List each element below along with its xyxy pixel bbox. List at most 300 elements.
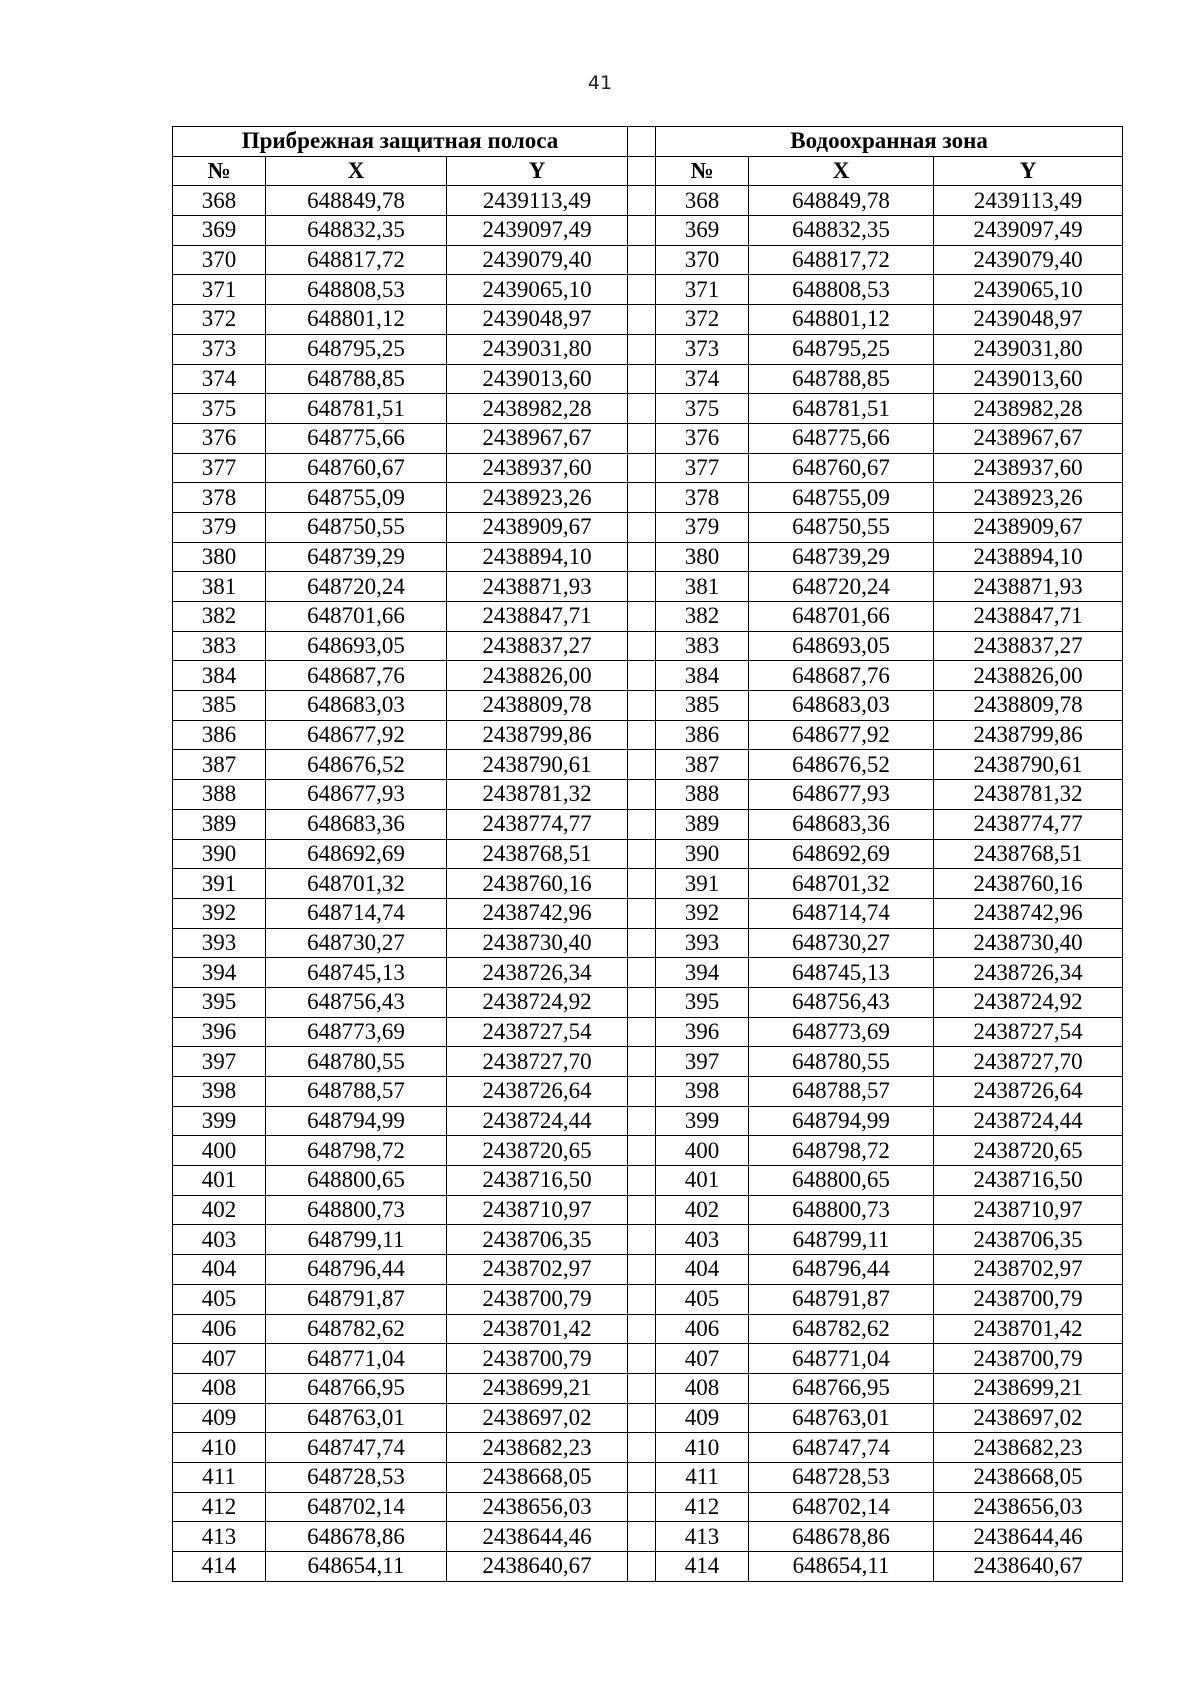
right-point-number: 404 [656, 1255, 749, 1285]
right-point-number: 374 [656, 364, 749, 394]
left-y-coordinate: 2438781,32 [447, 780, 628, 810]
left-x-coordinate: 648677,93 [266, 780, 447, 810]
left-point-number: 412 [173, 1492, 266, 1522]
left-point-number: 413 [173, 1522, 266, 1552]
right-y-coordinate: 2438909,67 [934, 512, 1123, 542]
right-x-coordinate: 648799,11 [749, 1225, 934, 1255]
left-y-coordinate: 2438790,61 [447, 750, 628, 780]
right-point-number: 411 [656, 1462, 749, 1492]
table-row [173, 1492, 1123, 1522]
left-point-number: 376 [173, 423, 266, 453]
left-point-number: 401 [173, 1166, 266, 1196]
right-y-coordinate: 2438702,97 [934, 1255, 1123, 1285]
left-point-number: 391 [173, 869, 266, 899]
table-row [173, 1462, 1123, 1492]
column-gap [628, 1462, 656, 1492]
left-x-coordinate: 648683,36 [266, 809, 447, 839]
left-x-coordinate: 648677,92 [266, 720, 447, 750]
right-x-coordinate: 648800,73 [749, 1195, 934, 1225]
right-x-coordinate: 648677,92 [749, 720, 934, 750]
right-y-coordinate: 2439097,49 [934, 216, 1123, 246]
table-row [173, 216, 1123, 246]
right-x-coordinate: 648763,01 [749, 1403, 934, 1433]
table-row [173, 898, 1123, 928]
table-row [173, 602, 1123, 632]
right-y-coordinate: 2438700,79 [934, 1344, 1123, 1374]
left-y-coordinate: 2438730,40 [447, 928, 628, 958]
column-gap [628, 156, 656, 186]
column-gap [628, 1492, 656, 1522]
left-y-coordinate: 2438727,54 [447, 1017, 628, 1047]
right-y-coordinate: 2438668,05 [934, 1462, 1123, 1492]
right-x-coordinate: 648800,65 [749, 1166, 934, 1196]
right-point-number: 413 [656, 1522, 749, 1552]
right-x-coordinate: 648795,25 [749, 334, 934, 364]
column-gap [628, 305, 656, 335]
right-x-coordinate: 648720,24 [749, 572, 934, 602]
table-row [173, 305, 1123, 335]
column-gap [628, 1195, 656, 1225]
left-y-coordinate: 2438967,67 [447, 423, 628, 453]
left-y-coordinate: 2439113,49 [447, 186, 628, 216]
left-x-coordinate: 648781,51 [266, 394, 447, 424]
right-x-coordinate: 648750,55 [749, 512, 934, 542]
right-point-number: 384 [656, 661, 749, 691]
right-y-coordinate: 2438937,60 [934, 453, 1123, 483]
right-point-number: 393 [656, 928, 749, 958]
left-y-coordinate: 2438826,00 [447, 661, 628, 691]
right-section-title: Водоохранная зона [656, 127, 1123, 157]
left-point-number: 407 [173, 1344, 266, 1374]
right-point-number: 400 [656, 1136, 749, 1166]
right-y-coordinate: 2438682,23 [934, 1433, 1123, 1463]
left-y-coordinate: 2438682,23 [447, 1433, 628, 1463]
right-point-number: 403 [656, 1225, 749, 1255]
right-point-number: 388 [656, 780, 749, 810]
table-row [173, 394, 1123, 424]
right-x-coordinate: 648702,14 [749, 1492, 934, 1522]
right-y-coordinate: 2439065,10 [934, 275, 1123, 305]
left-y-coordinate: 2438697,02 [447, 1403, 628, 1433]
right-x-coordinate: 648714,74 [749, 898, 934, 928]
table-row [173, 1433, 1123, 1463]
left-x-coordinate: 648654,11 [266, 1552, 447, 1582]
table-row [173, 750, 1123, 780]
left-point-number: 373 [173, 334, 266, 364]
left-y-coordinate: 2438894,10 [447, 542, 628, 572]
table-row [173, 1552, 1123, 1582]
right-point-number: 409 [656, 1403, 749, 1433]
right-y-coordinate: 2438720,65 [934, 1136, 1123, 1166]
table-row [173, 245, 1123, 275]
left-x-coordinate: 648796,44 [266, 1255, 447, 1285]
right-y-coordinate: 2438706,35 [934, 1225, 1123, 1255]
right-y-coordinate: 2438774,77 [934, 809, 1123, 839]
right-x-coordinate: 648832,35 [749, 216, 934, 246]
left-point-number: 380 [173, 542, 266, 572]
right-x-coordinate: 648794,99 [749, 1106, 934, 1136]
table-row [173, 483, 1123, 513]
left-y-coordinate: 2438699,21 [447, 1373, 628, 1403]
table-row [173, 1314, 1123, 1344]
column-gap [628, 1077, 656, 1107]
coordinates-table [172, 126, 1123, 1582]
right-y-coordinate: 2438716,50 [934, 1166, 1123, 1196]
table-row [173, 1522, 1123, 1552]
left-y-coordinate: 2438727,70 [447, 1047, 628, 1077]
left-x-coordinate: 648771,04 [266, 1344, 447, 1374]
right-header-x: X [749, 156, 934, 186]
left-y-coordinate: 2439065,10 [447, 275, 628, 305]
left-y-coordinate: 2439013,60 [447, 364, 628, 394]
left-y-coordinate: 2438837,27 [447, 631, 628, 661]
right-y-coordinate: 2438700,79 [934, 1284, 1123, 1314]
left-y-coordinate: 2438871,93 [447, 572, 628, 602]
column-gap [628, 898, 656, 928]
right-y-coordinate: 2438697,02 [934, 1403, 1123, 1433]
left-point-number: 395 [173, 987, 266, 1017]
left-x-coordinate: 648730,27 [266, 928, 447, 958]
right-y-coordinate: 2438710,97 [934, 1195, 1123, 1225]
table-row [173, 1225, 1123, 1255]
left-point-number: 378 [173, 483, 266, 513]
right-y-coordinate: 2438967,67 [934, 423, 1123, 453]
column-gap [628, 1314, 656, 1344]
left-y-coordinate: 2438982,28 [447, 394, 628, 424]
table-row [173, 1373, 1123, 1403]
column-gap [628, 245, 656, 275]
column-gap [628, 987, 656, 1017]
left-y-coordinate: 2438742,96 [447, 898, 628, 928]
table-row [173, 661, 1123, 691]
right-point-number: 387 [656, 750, 749, 780]
right-x-coordinate: 648798,72 [749, 1136, 934, 1166]
left-point-number: 394 [173, 958, 266, 988]
right-point-number: 382 [656, 602, 749, 632]
left-y-coordinate: 2439048,97 [447, 305, 628, 335]
column-gap [628, 661, 656, 691]
table-row [173, 1255, 1123, 1285]
column-gap [628, 928, 656, 958]
left-point-number: 387 [173, 750, 266, 780]
right-x-coordinate: 648730,27 [749, 928, 934, 958]
left-x-coordinate: 648739,29 [266, 542, 447, 572]
right-point-number: 394 [656, 958, 749, 988]
left-point-number: 371 [173, 275, 266, 305]
left-x-coordinate: 648714,74 [266, 898, 447, 928]
left-y-coordinate: 2438760,16 [447, 869, 628, 899]
column-gap [628, 394, 656, 424]
column-gap [628, 958, 656, 988]
right-y-coordinate: 2438701,42 [934, 1314, 1123, 1344]
right-point-number: 399 [656, 1106, 749, 1136]
table-row [173, 987, 1123, 1017]
right-y-coordinate: 2438726,34 [934, 958, 1123, 988]
table-row [173, 1284, 1123, 1314]
right-point-number: 396 [656, 1017, 749, 1047]
column-gap [628, 1255, 656, 1285]
right-x-coordinate: 648849,78 [749, 186, 934, 216]
right-x-coordinate: 648747,74 [749, 1433, 934, 1463]
column-gap [628, 602, 656, 632]
left-x-coordinate: 648692,69 [266, 839, 447, 869]
table-row [173, 691, 1123, 721]
left-x-coordinate: 648702,14 [266, 1492, 447, 1522]
left-x-coordinate: 648720,24 [266, 572, 447, 602]
column-gap [628, 1106, 656, 1136]
right-point-number: 385 [656, 691, 749, 721]
column-gap [628, 1047, 656, 1077]
left-x-coordinate: 648800,65 [266, 1166, 447, 1196]
right-x-coordinate: 648788,57 [749, 1077, 934, 1107]
right-y-coordinate: 2439113,49 [934, 186, 1123, 216]
right-y-coordinate: 2438644,46 [934, 1522, 1123, 1552]
table-row [173, 423, 1123, 453]
right-y-coordinate: 2438656,03 [934, 1492, 1123, 1522]
left-x-coordinate: 648780,55 [266, 1047, 447, 1077]
left-point-number: 377 [173, 453, 266, 483]
left-y-coordinate: 2438809,78 [447, 691, 628, 721]
left-y-coordinate: 2438724,92 [447, 987, 628, 1017]
right-point-number: 369 [656, 216, 749, 246]
left-y-coordinate: 2438700,79 [447, 1284, 628, 1314]
right-y-coordinate: 2439031,80 [934, 334, 1123, 364]
right-x-coordinate: 648817,72 [749, 245, 934, 275]
column-gap [628, 839, 656, 869]
table-row [173, 364, 1123, 394]
right-point-number: 372 [656, 305, 749, 335]
column-gap [628, 127, 656, 157]
left-x-coordinate: 648678,86 [266, 1522, 447, 1552]
left-y-coordinate: 2438937,60 [447, 453, 628, 483]
right-x-coordinate: 648755,09 [749, 483, 934, 513]
left-y-coordinate: 2438710,97 [447, 1195, 628, 1225]
right-y-coordinate: 2438724,44 [934, 1106, 1123, 1136]
left-x-coordinate: 648747,74 [266, 1433, 447, 1463]
right-point-number: 383 [656, 631, 749, 661]
left-x-coordinate: 648817,72 [266, 245, 447, 275]
right-x-coordinate: 648808,53 [749, 275, 934, 305]
left-y-coordinate: 2438799,86 [447, 720, 628, 750]
left-y-coordinate: 2438702,97 [447, 1255, 628, 1285]
right-x-coordinate: 648796,44 [749, 1255, 934, 1285]
right-x-coordinate: 648782,62 [749, 1314, 934, 1344]
table-row [173, 1077, 1123, 1107]
left-point-number: 385 [173, 691, 266, 721]
right-point-number: 401 [656, 1166, 749, 1196]
left-y-coordinate: 2438726,64 [447, 1077, 628, 1107]
left-x-coordinate: 648728,53 [266, 1462, 447, 1492]
left-x-coordinate: 648683,03 [266, 691, 447, 721]
left-y-coordinate: 2438716,50 [447, 1166, 628, 1196]
table-row [173, 631, 1123, 661]
table-row [173, 958, 1123, 988]
column-gap [628, 720, 656, 750]
page-number: 41 [587, 72, 613, 94]
right-x-coordinate: 648676,52 [749, 750, 934, 780]
right-point-number: 398 [656, 1077, 749, 1107]
right-header-y: Y [934, 156, 1123, 186]
right-x-coordinate: 648678,86 [749, 1522, 934, 1552]
column-gap [628, 1433, 656, 1463]
right-y-coordinate: 2438727,54 [934, 1017, 1123, 1047]
left-y-coordinate: 2438923,26 [447, 483, 628, 513]
column-gap [628, 186, 656, 216]
left-y-coordinate: 2438668,05 [447, 1462, 628, 1492]
left-x-coordinate: 648795,25 [266, 334, 447, 364]
left-point-number: 411 [173, 1462, 266, 1492]
left-x-coordinate: 648799,11 [266, 1225, 447, 1255]
left-x-coordinate: 648788,57 [266, 1077, 447, 1107]
column-gap [628, 275, 656, 305]
right-y-coordinate: 2438982,28 [934, 394, 1123, 424]
right-x-coordinate: 648687,76 [749, 661, 934, 691]
column-gap [628, 1403, 656, 1433]
column-header-row [173, 156, 1123, 186]
right-point-number: 379 [656, 512, 749, 542]
right-point-number: 414 [656, 1552, 749, 1582]
left-section-title: Прибрежная защитная полоса [173, 127, 628, 157]
section-title-row [173, 127, 1123, 157]
left-point-number: 400 [173, 1136, 266, 1166]
left-y-coordinate: 2438706,35 [447, 1225, 628, 1255]
right-x-coordinate: 648780,55 [749, 1047, 934, 1077]
column-gap [628, 809, 656, 839]
table-row [173, 1344, 1123, 1374]
right-y-coordinate: 2438837,27 [934, 631, 1123, 661]
left-y-coordinate: 2438720,65 [447, 1136, 628, 1166]
column-gap [628, 453, 656, 483]
table-row [173, 1106, 1123, 1136]
right-point-number: 389 [656, 809, 749, 839]
left-x-coordinate: 648755,09 [266, 483, 447, 513]
right-y-coordinate: 2439013,60 [934, 364, 1123, 394]
left-x-coordinate: 648693,05 [266, 631, 447, 661]
right-point-number: 397 [656, 1047, 749, 1077]
left-x-coordinate: 648745,13 [266, 958, 447, 988]
left-point-number: 382 [173, 602, 266, 632]
right-y-coordinate: 2438790,61 [934, 750, 1123, 780]
column-gap [628, 483, 656, 513]
right-y-coordinate: 2438894,10 [934, 542, 1123, 572]
column-gap [628, 216, 656, 246]
right-x-coordinate: 648766,95 [749, 1373, 934, 1403]
right-point-number: 410 [656, 1433, 749, 1463]
column-gap [628, 1166, 656, 1196]
table-body [173, 186, 1123, 1581]
left-header-x: X [266, 156, 447, 186]
column-gap [628, 1225, 656, 1255]
left-y-coordinate: 2439079,40 [447, 245, 628, 275]
column-gap [628, 691, 656, 721]
left-point-number: 381 [173, 572, 266, 602]
right-x-coordinate: 648745,13 [749, 958, 934, 988]
left-x-coordinate: 648775,66 [266, 423, 447, 453]
right-x-coordinate: 648781,51 [749, 394, 934, 424]
right-point-number: 386 [656, 720, 749, 750]
right-point-number: 380 [656, 542, 749, 572]
table-row [173, 186, 1123, 216]
right-x-coordinate: 648791,87 [749, 1284, 934, 1314]
left-x-coordinate: 648788,85 [266, 364, 447, 394]
right-y-coordinate: 2438724,92 [934, 987, 1123, 1017]
left-point-number: 383 [173, 631, 266, 661]
table-row [173, 839, 1123, 869]
right-y-coordinate: 2438781,32 [934, 780, 1123, 810]
table-row [173, 572, 1123, 602]
table-row [173, 1136, 1123, 1166]
left-point-number: 397 [173, 1047, 266, 1077]
right-x-coordinate: 648760,67 [749, 453, 934, 483]
right-point-number: 376 [656, 423, 749, 453]
left-x-coordinate: 648791,87 [266, 1284, 447, 1314]
left-y-coordinate: 2438768,51 [447, 839, 628, 869]
right-y-coordinate: 2439048,97 [934, 305, 1123, 335]
left-x-coordinate: 648760,67 [266, 453, 447, 483]
left-point-number: 390 [173, 839, 266, 869]
column-gap [628, 1522, 656, 1552]
table-row [173, 1403, 1123, 1433]
table-row [173, 453, 1123, 483]
right-x-coordinate: 648701,66 [749, 602, 934, 632]
left-y-coordinate: 2438701,42 [447, 1314, 628, 1344]
right-x-coordinate: 648701,32 [749, 869, 934, 899]
right-x-coordinate: 648788,85 [749, 364, 934, 394]
left-x-coordinate: 648849,78 [266, 186, 447, 216]
column-gap [628, 1136, 656, 1166]
left-y-coordinate: 2438774,77 [447, 809, 628, 839]
left-point-number: 404 [173, 1255, 266, 1285]
table-row [173, 720, 1123, 750]
table-row [173, 780, 1123, 810]
left-y-coordinate: 2438909,67 [447, 512, 628, 542]
left-y-coordinate: 2438700,79 [447, 1344, 628, 1374]
right-y-coordinate: 2438871,93 [934, 572, 1123, 602]
right-y-coordinate: 2438923,26 [934, 483, 1123, 513]
left-point-number: 408 [173, 1373, 266, 1403]
left-x-coordinate: 648676,52 [266, 750, 447, 780]
left-x-coordinate: 648801,12 [266, 305, 447, 335]
column-gap [628, 750, 656, 780]
right-point-number: 373 [656, 334, 749, 364]
right-y-coordinate: 2438768,51 [934, 839, 1123, 869]
left-x-coordinate: 648794,99 [266, 1106, 447, 1136]
column-gap [628, 1017, 656, 1047]
table-row [173, 928, 1123, 958]
left-x-coordinate: 648701,32 [266, 869, 447, 899]
column-gap [628, 780, 656, 810]
right-y-coordinate: 2439079,40 [934, 245, 1123, 275]
column-gap [628, 542, 656, 572]
right-y-coordinate: 2438727,70 [934, 1047, 1123, 1077]
table-row [173, 275, 1123, 305]
left-point-number: 396 [173, 1017, 266, 1047]
column-gap [628, 1373, 656, 1403]
column-gap [628, 869, 656, 899]
left-point-number: 372 [173, 305, 266, 335]
left-x-coordinate: 648800,73 [266, 1195, 447, 1225]
table-row [173, 512, 1123, 542]
table-row [173, 1047, 1123, 1077]
left-x-coordinate: 648808,53 [266, 275, 447, 305]
left-y-coordinate: 2438726,34 [447, 958, 628, 988]
left-point-number: 392 [173, 898, 266, 928]
right-header-number: № [656, 156, 749, 186]
left-y-coordinate: 2438847,71 [447, 602, 628, 632]
column-gap [628, 1344, 656, 1374]
column-gap [628, 1552, 656, 1582]
right-x-coordinate: 648801,12 [749, 305, 934, 335]
